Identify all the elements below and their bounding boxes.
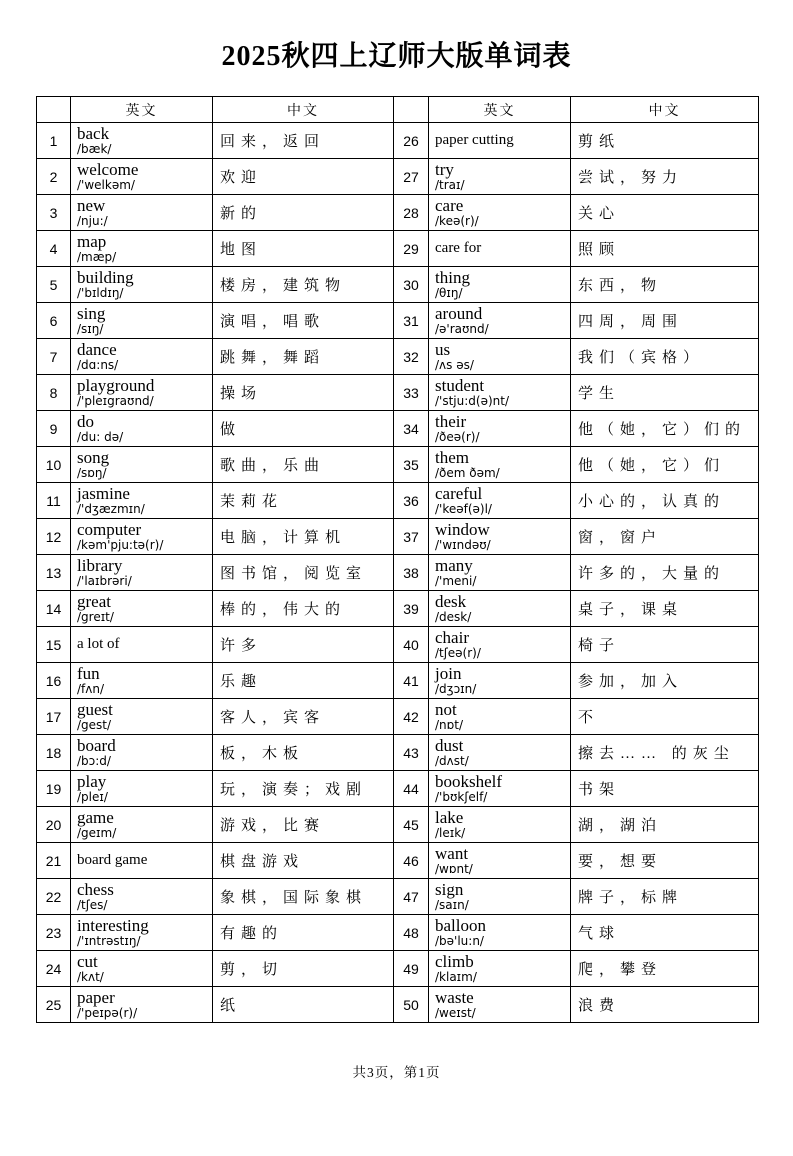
english-word: dance bbox=[77, 340, 117, 359]
chinese-meaning: 新的 bbox=[213, 195, 394, 231]
phonetic-transcription: /ðeə(r)/ bbox=[435, 430, 480, 444]
phonetic-transcription: /klaɪm/ bbox=[435, 970, 477, 984]
row-number: 13 bbox=[37, 555, 71, 591]
english-cell bbox=[429, 231, 571, 267]
english-cell bbox=[71, 627, 213, 663]
table-row bbox=[37, 159, 759, 195]
table-row bbox=[37, 987, 759, 1023]
phonetic-transcription: /ə'raʊnd/ bbox=[435, 322, 489, 336]
english-cell bbox=[429, 519, 571, 555]
row-number: 46 bbox=[394, 843, 429, 879]
english-word: window bbox=[435, 520, 490, 539]
english-word: paper bbox=[77, 988, 115, 1007]
phonetic-transcription: /'dʒæzmɪn/ bbox=[77, 502, 145, 516]
english-word: back bbox=[77, 124, 110, 143]
row-number: 16 bbox=[37, 663, 71, 699]
phonetic-transcription: /ʌs əs/ bbox=[435, 358, 474, 372]
chinese-meaning: 书架 bbox=[571, 771, 759, 807]
english-cell bbox=[429, 735, 571, 771]
chinese-meaning: 浪费 bbox=[571, 987, 759, 1023]
row-number: 48 bbox=[394, 915, 429, 951]
english-word: board bbox=[77, 736, 116, 755]
row-number: 14 bbox=[37, 591, 71, 627]
row-number: 4 bbox=[37, 231, 71, 267]
english-word: sign bbox=[435, 880, 464, 899]
english-word: chess bbox=[77, 880, 114, 899]
english-cell bbox=[429, 843, 571, 879]
phonetic-transcription: /gest/ bbox=[77, 718, 112, 732]
chinese-meaning: 游戏，比赛 bbox=[213, 807, 394, 843]
chinese-meaning: 桌子，课桌 bbox=[571, 591, 759, 627]
english-word: song bbox=[77, 448, 110, 467]
header-chinese-left: 中文 bbox=[213, 97, 394, 123]
english-word: thing bbox=[435, 268, 470, 287]
english-cell bbox=[429, 627, 571, 663]
chinese-meaning: 尝试，努力 bbox=[571, 159, 759, 195]
phonetic-transcription: /traɪ/ bbox=[435, 178, 465, 192]
table-row bbox=[37, 195, 759, 231]
english-word: computer bbox=[77, 520, 142, 539]
phonetic-transcription: /dʌst/ bbox=[435, 754, 469, 768]
chinese-meaning: 玩，演奏；戏剧 bbox=[213, 771, 394, 807]
phonetic-transcription: /pleɪ/ bbox=[77, 790, 108, 804]
row-number: 15 bbox=[37, 627, 71, 663]
english-word: waste bbox=[435, 988, 474, 1007]
english-cell bbox=[71, 807, 213, 843]
english-cell bbox=[429, 771, 571, 807]
chinese-meaning: 他（她，它）们的 bbox=[571, 411, 759, 447]
english-word: building bbox=[77, 268, 134, 287]
table-row bbox=[37, 879, 759, 915]
phonetic-transcription: /'bʊkʃelf/ bbox=[435, 790, 488, 804]
english-cell bbox=[71, 339, 213, 375]
english-cell bbox=[71, 663, 213, 699]
english-cell bbox=[71, 123, 213, 159]
row-number: 40 bbox=[394, 627, 429, 663]
english-word: many bbox=[435, 556, 473, 575]
chinese-meaning: 牌子，标牌 bbox=[571, 879, 759, 915]
english-cell bbox=[429, 267, 571, 303]
phonetic-transcription: /saɪn/ bbox=[435, 898, 469, 912]
phonetic-transcription: /dɑ:ns/ bbox=[77, 358, 119, 372]
row-number: 23 bbox=[37, 915, 71, 951]
english-word: care for bbox=[435, 240, 482, 256]
phonetic-transcription: /mæp/ bbox=[77, 250, 117, 264]
row-number: 27 bbox=[394, 159, 429, 195]
phonetic-transcription: /'welkəm/ bbox=[77, 178, 135, 192]
english-word: game bbox=[77, 808, 114, 827]
row-number: 31 bbox=[394, 303, 429, 339]
row-number: 39 bbox=[394, 591, 429, 627]
row-number: 10 bbox=[37, 447, 71, 483]
english-cell bbox=[429, 375, 571, 411]
chinese-meaning: 象棋，国际象棋 bbox=[213, 879, 394, 915]
english-word: want bbox=[435, 844, 469, 863]
english-word: desk bbox=[435, 592, 467, 611]
chinese-meaning: 图书馆，阅览室 bbox=[213, 555, 394, 591]
chinese-meaning: 纸 bbox=[213, 987, 394, 1023]
chinese-meaning: 要，想要 bbox=[571, 843, 759, 879]
chinese-meaning: 不 bbox=[571, 699, 759, 735]
english-cell bbox=[71, 555, 213, 591]
phonetic-transcription: /dʒɔɪn/ bbox=[435, 682, 477, 696]
chinese-meaning: 我们（宾格） bbox=[571, 339, 759, 375]
english-word: try bbox=[435, 160, 454, 179]
english-word: careful bbox=[435, 484, 483, 503]
chinese-meaning: 楼房，建筑物 bbox=[213, 267, 394, 303]
phonetic-transcription: /desk/ bbox=[435, 610, 472, 624]
english-cell bbox=[71, 303, 213, 339]
row-number: 17 bbox=[37, 699, 71, 735]
row-number: 36 bbox=[394, 483, 429, 519]
english-cell bbox=[71, 447, 213, 483]
phonetic-transcription: /nju:/ bbox=[77, 214, 108, 228]
chinese-meaning: 椅子 bbox=[571, 627, 759, 663]
row-number: 43 bbox=[394, 735, 429, 771]
english-word: join bbox=[435, 664, 462, 683]
english-cell bbox=[429, 663, 571, 699]
phonetic-transcription: /ðem ðəm/ bbox=[435, 466, 500, 480]
english-cell bbox=[429, 411, 571, 447]
english-cell bbox=[71, 195, 213, 231]
english-cell bbox=[429, 987, 571, 1023]
chinese-meaning: 许多 bbox=[213, 627, 394, 663]
table-row bbox=[37, 339, 759, 375]
english-cell bbox=[429, 879, 571, 915]
english-word: new bbox=[77, 196, 106, 215]
row-number: 45 bbox=[394, 807, 429, 843]
phonetic-transcription: /bə'lu:n/ bbox=[435, 934, 484, 948]
english-cell bbox=[71, 267, 213, 303]
english-cell bbox=[429, 951, 571, 987]
vocab-table bbox=[36, 96, 759, 1023]
chinese-meaning: 四周，周围 bbox=[571, 303, 759, 339]
phonetic-transcription: /sɒŋ/ bbox=[77, 466, 107, 480]
chinese-meaning: 操场 bbox=[213, 375, 394, 411]
phonetic-transcription: /'pleɪgraʊnd/ bbox=[77, 394, 154, 408]
row-number: 25 bbox=[37, 987, 71, 1023]
chinese-meaning: 关心 bbox=[571, 195, 759, 231]
table-row bbox=[37, 663, 759, 699]
chinese-meaning: 乐趣 bbox=[213, 663, 394, 699]
english-word: map bbox=[77, 232, 107, 251]
row-number: 3 bbox=[37, 195, 71, 231]
chinese-meaning: 客人，宾客 bbox=[213, 699, 394, 735]
row-number: 38 bbox=[394, 555, 429, 591]
phonetic-transcription: /du: də/ bbox=[77, 430, 124, 444]
english-word: paper cutting bbox=[435, 132, 514, 148]
row-number: 35 bbox=[394, 447, 429, 483]
table-row bbox=[37, 915, 759, 951]
english-cell bbox=[429, 195, 571, 231]
english-word: care bbox=[435, 196, 464, 215]
english-word: jasmine bbox=[77, 484, 130, 503]
english-word: not bbox=[435, 700, 457, 719]
table-row bbox=[37, 519, 759, 555]
english-cell bbox=[71, 375, 213, 411]
chinese-meaning: 跳舞，舞蹈 bbox=[213, 339, 394, 375]
phonetic-transcription: /wɒnt/ bbox=[435, 862, 473, 876]
page-footer: 共3页，第1页 bbox=[352, 1065, 441, 1080]
row-number: 26 bbox=[394, 123, 429, 159]
phonetic-transcription: /θɪŋ/ bbox=[435, 286, 463, 300]
header-english-right: 英文 bbox=[429, 97, 571, 123]
phonetic-transcription: /fʌn/ bbox=[77, 682, 105, 696]
phonetic-transcription: /'wɪndəʊ/ bbox=[435, 538, 491, 552]
row-number: 44 bbox=[394, 771, 429, 807]
english-cell bbox=[71, 951, 213, 987]
table-row bbox=[37, 843, 759, 879]
english-cell bbox=[429, 555, 571, 591]
phonetic-transcription: /keə(r)/ bbox=[435, 214, 479, 228]
english-word: them bbox=[435, 448, 469, 467]
chinese-meaning: 地图 bbox=[213, 231, 394, 267]
english-cell bbox=[71, 843, 213, 879]
english-cell bbox=[429, 915, 571, 951]
table-row bbox=[37, 591, 759, 627]
row-number: 33 bbox=[394, 375, 429, 411]
english-word: play bbox=[77, 772, 107, 791]
header-number-col-left bbox=[37, 97, 71, 123]
vocab-table-body bbox=[37, 123, 759, 1023]
english-cell bbox=[429, 483, 571, 519]
row-number: 22 bbox=[37, 879, 71, 915]
phonetic-transcription: /sɪŋ/ bbox=[77, 322, 104, 336]
chinese-meaning: 参加，加入 bbox=[571, 663, 759, 699]
chinese-meaning: 做 bbox=[213, 411, 394, 447]
english-word: climb bbox=[435, 952, 474, 971]
table-row bbox=[37, 735, 759, 771]
chinese-meaning: 棋盘游戏 bbox=[213, 843, 394, 879]
page-title: 2025秋四上辽师大版单词表 bbox=[221, 41, 572, 72]
phonetic-transcription: /bɔ:d/ bbox=[77, 754, 111, 768]
english-word: cut bbox=[77, 952, 98, 971]
chinese-meaning: 电脑，计算机 bbox=[213, 519, 394, 555]
english-cell bbox=[71, 159, 213, 195]
english-cell bbox=[71, 987, 213, 1023]
chinese-meaning: 学生 bbox=[571, 375, 759, 411]
row-number: 2 bbox=[37, 159, 71, 195]
english-cell bbox=[71, 879, 213, 915]
english-cell bbox=[71, 735, 213, 771]
row-number: 9 bbox=[37, 411, 71, 447]
english-word: bookshelf bbox=[435, 772, 503, 791]
chinese-meaning: 剪纸 bbox=[571, 123, 759, 159]
chinese-meaning: 回来，返回 bbox=[213, 123, 394, 159]
english-word: us bbox=[435, 340, 451, 359]
table-row bbox=[37, 771, 759, 807]
phonetic-transcription: /'ɪntrəstɪŋ/ bbox=[77, 934, 141, 948]
phonetic-transcription: /nɒt/ bbox=[435, 718, 464, 732]
row-number: 18 bbox=[37, 735, 71, 771]
header-english-left: 英文 bbox=[71, 97, 213, 123]
chinese-meaning: 擦去…… 的灰尘 bbox=[571, 735, 759, 771]
row-number: 47 bbox=[394, 879, 429, 915]
chinese-meaning: 板，木板 bbox=[213, 735, 394, 771]
english-cell bbox=[71, 483, 213, 519]
phonetic-transcription: /'keəf(ə)l/ bbox=[435, 502, 492, 516]
row-number: 41 bbox=[394, 663, 429, 699]
english-word: welcome bbox=[77, 160, 139, 179]
english-word: around bbox=[435, 304, 483, 323]
phonetic-transcription: /weɪst/ bbox=[435, 1006, 476, 1020]
english-word: their bbox=[435, 412, 467, 431]
english-cell bbox=[429, 699, 571, 735]
table-row bbox=[37, 267, 759, 303]
chinese-meaning: 棒的，伟大的 bbox=[213, 591, 394, 627]
table-row bbox=[37, 303, 759, 339]
english-cell bbox=[71, 915, 213, 951]
english-word: balloon bbox=[435, 916, 486, 935]
table-row bbox=[37, 699, 759, 735]
english-word: do bbox=[77, 412, 94, 431]
chinese-meaning: 茉莉花 bbox=[213, 483, 394, 519]
chinese-meaning: 演唱，唱歌 bbox=[213, 303, 394, 339]
table-row bbox=[37, 447, 759, 483]
row-number: 5 bbox=[37, 267, 71, 303]
table-row bbox=[37, 375, 759, 411]
row-number: 50 bbox=[394, 987, 429, 1023]
row-number: 20 bbox=[37, 807, 71, 843]
chinese-meaning: 湖，湖泊 bbox=[571, 807, 759, 843]
english-cell bbox=[71, 519, 213, 555]
english-cell bbox=[429, 807, 571, 843]
english-word: playground bbox=[77, 376, 155, 395]
chinese-meaning: 东西，物 bbox=[571, 267, 759, 303]
english-cell bbox=[429, 123, 571, 159]
phonetic-transcription: /tʃes/ bbox=[77, 898, 108, 912]
english-cell bbox=[429, 303, 571, 339]
table-row bbox=[37, 807, 759, 843]
english-cell bbox=[429, 591, 571, 627]
table-row bbox=[37, 123, 759, 159]
chinese-meaning: 爬，攀登 bbox=[571, 951, 759, 987]
english-word: great bbox=[77, 592, 111, 611]
english-word: dust bbox=[435, 736, 464, 755]
phonetic-transcription: /leɪk/ bbox=[435, 826, 466, 840]
english-cell bbox=[71, 411, 213, 447]
chinese-meaning: 窗，窗户 bbox=[571, 519, 759, 555]
chinese-meaning: 许多的，大量的 bbox=[571, 555, 759, 591]
chinese-meaning: 小心的，认真的 bbox=[571, 483, 759, 519]
phonetic-transcription: /'meni/ bbox=[435, 574, 477, 588]
english-word: chair bbox=[435, 628, 469, 647]
phonetic-transcription: /greɪt/ bbox=[77, 610, 114, 624]
phonetic-transcription: /tʃeə(r)/ bbox=[435, 646, 481, 660]
table-row bbox=[37, 555, 759, 591]
table-row bbox=[37, 483, 759, 519]
header-chinese-right: 中文 bbox=[571, 97, 759, 123]
phonetic-transcription: /'laɪbrəri/ bbox=[77, 574, 132, 588]
row-number: 8 bbox=[37, 375, 71, 411]
row-number: 6 bbox=[37, 303, 71, 339]
english-cell bbox=[429, 447, 571, 483]
chinese-meaning: 有趣的 bbox=[213, 915, 394, 951]
row-number: 24 bbox=[37, 951, 71, 987]
table-row bbox=[37, 951, 759, 987]
row-number: 49 bbox=[394, 951, 429, 987]
header-row bbox=[37, 97, 759, 123]
phonetic-transcription: /geɪm/ bbox=[77, 826, 117, 840]
chinese-meaning: 歌曲，乐曲 bbox=[213, 447, 394, 483]
row-number: 32 bbox=[394, 339, 429, 375]
chinese-meaning: 气球 bbox=[571, 915, 759, 951]
english-cell bbox=[71, 699, 213, 735]
row-number: 28 bbox=[394, 195, 429, 231]
english-word: sing bbox=[77, 304, 106, 323]
english-cell bbox=[429, 339, 571, 375]
row-number: 1 bbox=[37, 123, 71, 159]
row-number: 21 bbox=[37, 843, 71, 879]
table-row bbox=[37, 411, 759, 447]
english-cell bbox=[71, 771, 213, 807]
phonetic-transcription: /kʌt/ bbox=[77, 970, 104, 984]
english-word: fun bbox=[77, 664, 100, 683]
row-number: 19 bbox=[37, 771, 71, 807]
row-number: 30 bbox=[394, 267, 429, 303]
table-row bbox=[37, 627, 759, 663]
chinese-meaning: 欢迎 bbox=[213, 159, 394, 195]
english-cell bbox=[429, 159, 571, 195]
chinese-meaning: 他（她，它）们 bbox=[571, 447, 759, 483]
row-number: 29 bbox=[394, 231, 429, 267]
english-word: board game bbox=[77, 852, 148, 868]
phonetic-transcription: /'stju:d(ə)nt/ bbox=[435, 394, 509, 408]
phonetic-transcription: /'peɪpə(r)/ bbox=[77, 1006, 138, 1020]
english-word: interesting bbox=[77, 916, 149, 935]
english-word: lake bbox=[435, 808, 464, 827]
table-row bbox=[37, 231, 759, 267]
row-number: 42 bbox=[394, 699, 429, 735]
header-number-col-right bbox=[394, 97, 429, 123]
row-number: 7 bbox=[37, 339, 71, 375]
english-word: library bbox=[77, 556, 123, 575]
phonetic-transcription: /kəm'pju:tə(r)/ bbox=[77, 538, 164, 552]
english-word: student bbox=[435, 376, 485, 395]
english-word: guest bbox=[77, 700, 113, 719]
phonetic-transcription: /bæk/ bbox=[77, 142, 112, 156]
row-number: 12 bbox=[37, 519, 71, 555]
row-number: 11 bbox=[37, 483, 71, 519]
row-number: 34 bbox=[394, 411, 429, 447]
phonetic-transcription: /'bɪldɪŋ/ bbox=[77, 286, 124, 300]
row-number: 37 bbox=[394, 519, 429, 555]
english-cell bbox=[71, 231, 213, 267]
chinese-meaning: 照顾 bbox=[571, 231, 759, 267]
english-cell bbox=[71, 591, 213, 627]
chinese-meaning: 剪，切 bbox=[213, 951, 394, 987]
english-word: a lot of bbox=[77, 636, 120, 652]
